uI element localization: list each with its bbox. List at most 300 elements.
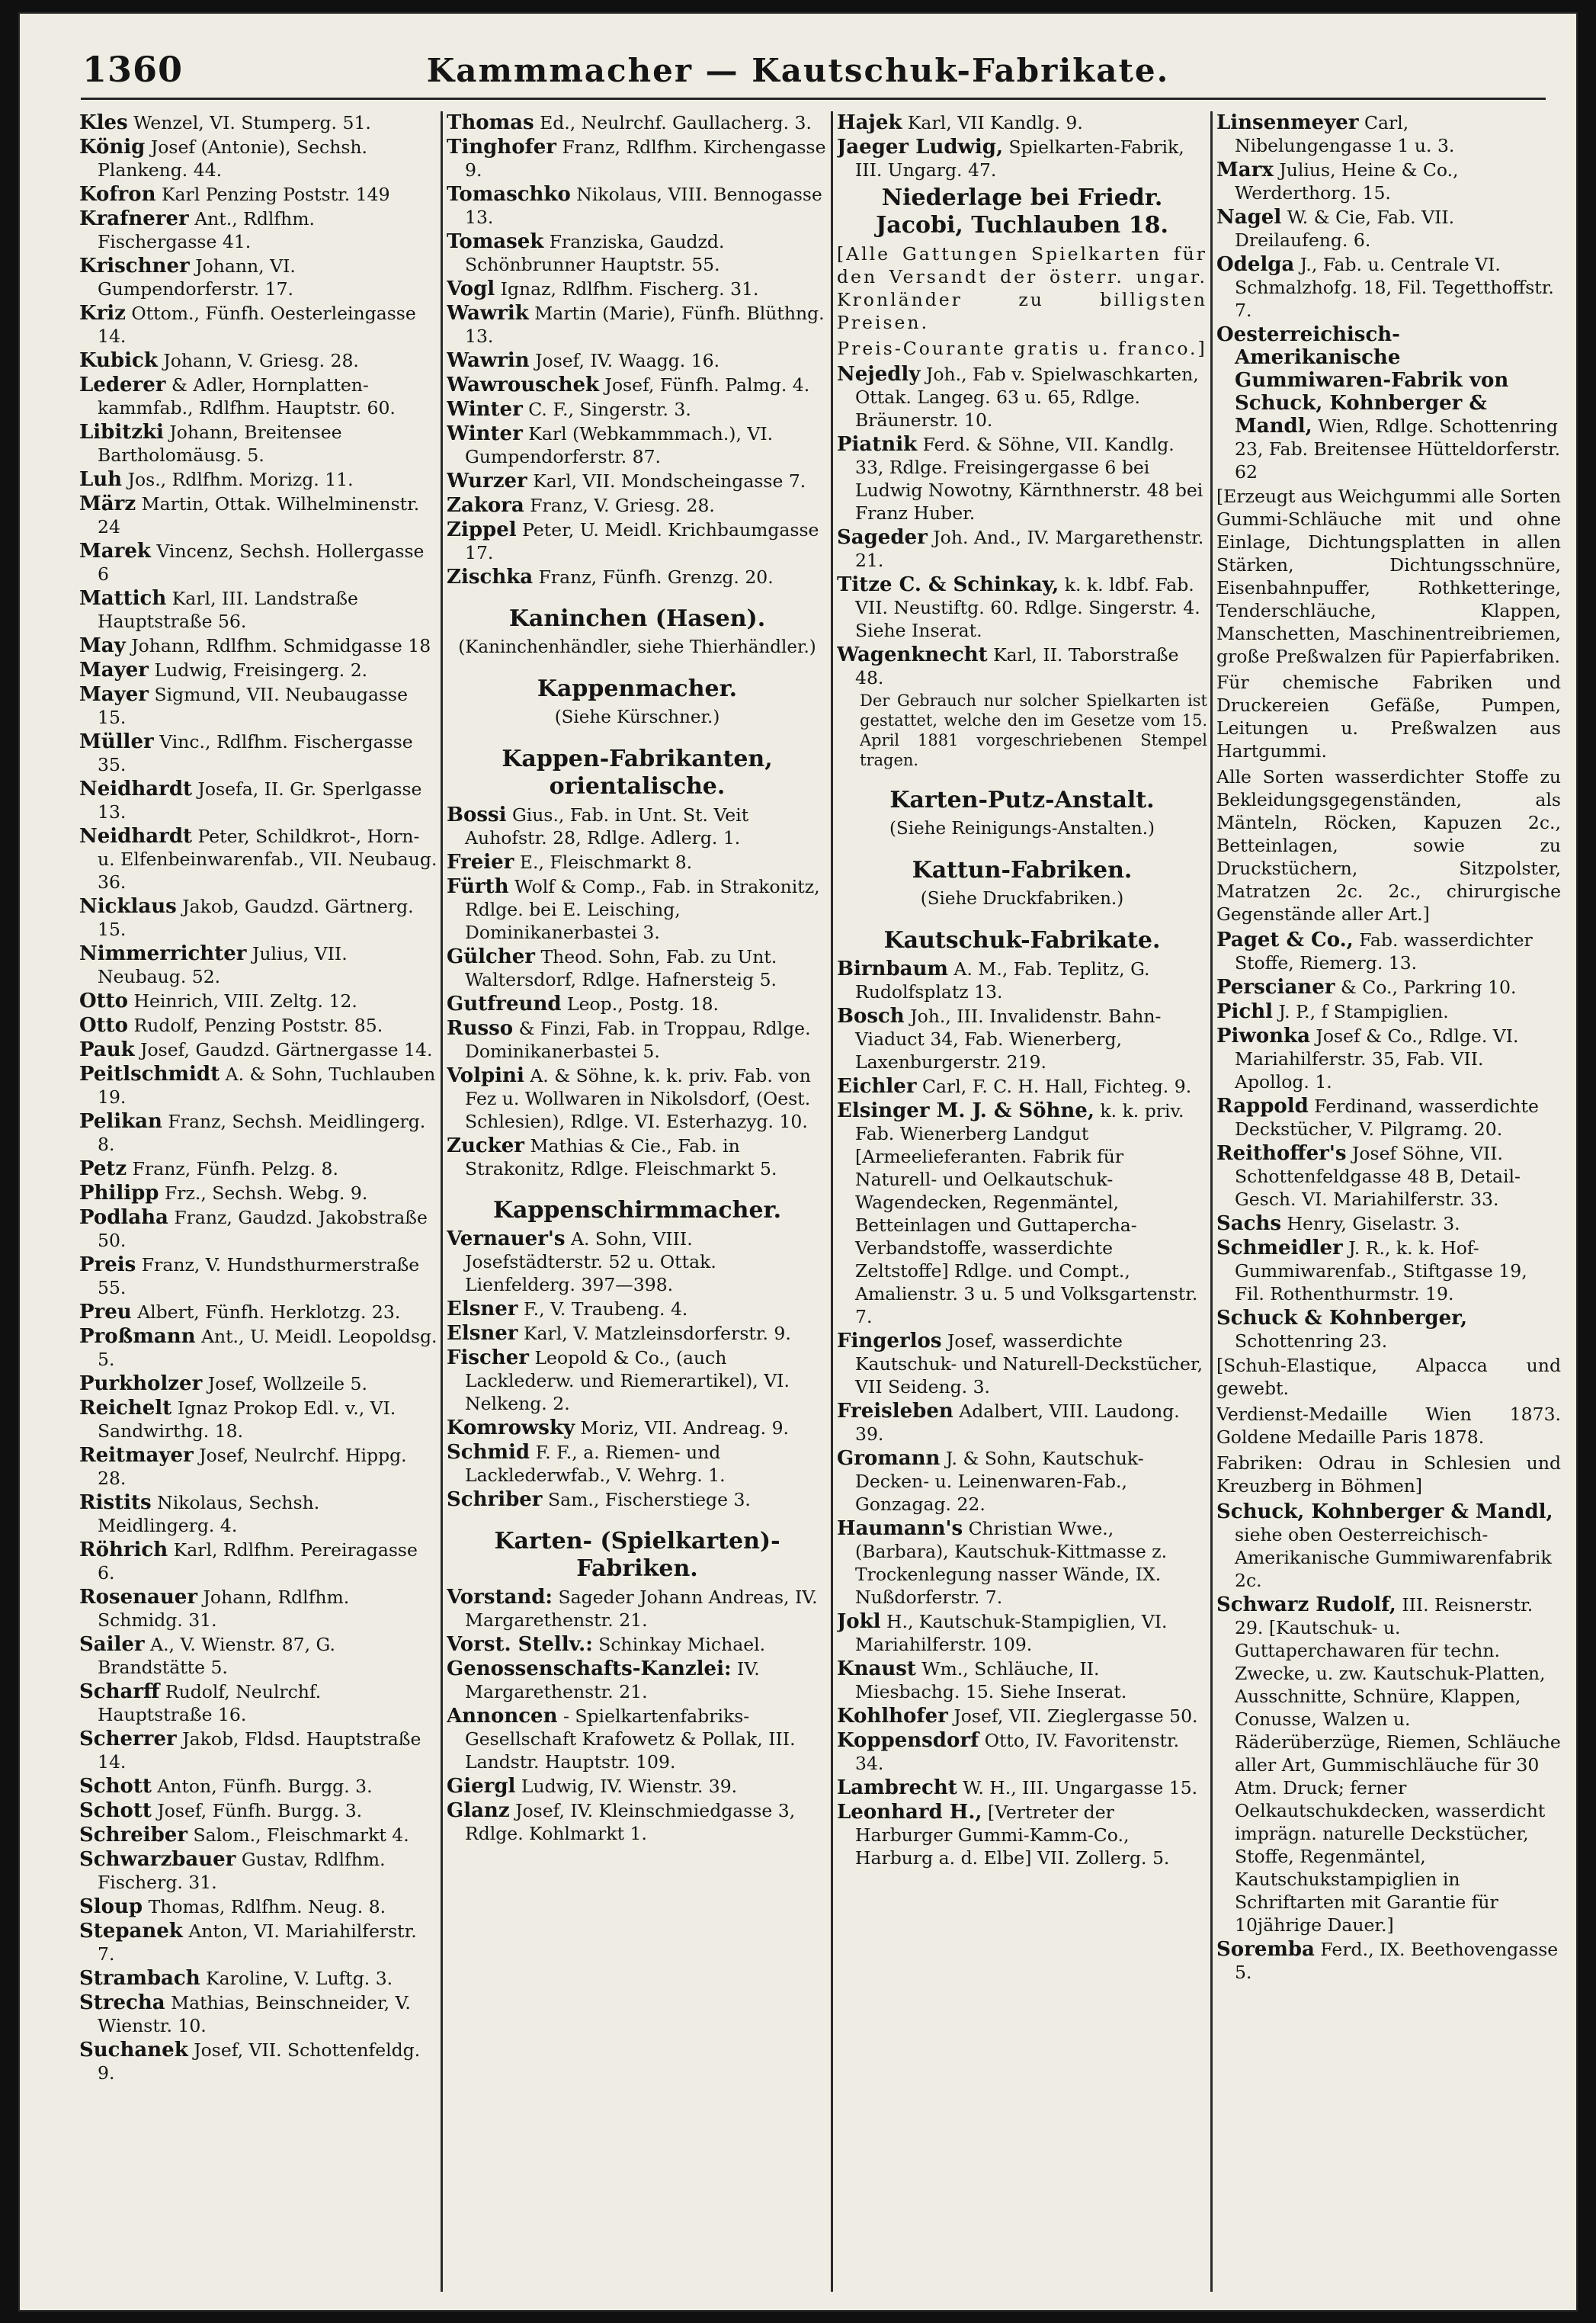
- directory-entry: [447, 1586, 828, 1632]
- entry-details: Karl, II. Taborstraße 48.: [855, 644, 1179, 688]
- entry-name: Vorst. Stellv.:: [447, 1633, 593, 1656]
- entry-details: Julius, VII. Neubaug. 52.: [98, 943, 348, 987]
- directory-entry: [79, 374, 437, 419]
- entry-name: Mayer: [79, 659, 149, 682]
- directory-entry: [447, 1017, 828, 1063]
- directory-entry: [79, 659, 437, 682]
- entry-name: Wurzer: [447, 470, 527, 493]
- entry-details: Thomas, Rdlfhm. Neug. 8.: [148, 1896, 386, 1917]
- entry-details: Martin (Marie), Fünfh. Blüthng. 13.: [465, 303, 825, 347]
- directory-entry: [79, 302, 437, 348]
- directory-entry: [79, 468, 437, 491]
- entry-name: Freier: [447, 851, 514, 874]
- entry-name: Mattich: [79, 587, 167, 610]
- section-heading: Kautschuk-Fabrikate.: [883, 927, 1161, 954]
- directory-entry: [79, 207, 437, 253]
- entry-details: Adalbert, VIII. Laudong. 39.: [855, 1401, 1180, 1445]
- entry-name: Nejedly: [837, 363, 921, 386]
- directory-entry: [79, 683, 437, 729]
- entry-details: & Finzi, Fab. in Troppau, Rdlge. Dominikanerbastei 5.: [465, 1018, 811, 1062]
- entry-name: Nimmerrichter: [79, 942, 247, 965]
- entry-name: Fischer: [447, 1346, 529, 1369]
- entry-details: Josef, Neulrchf. Hippg. 28.: [98, 1445, 407, 1489]
- entry-details: Moriz, VII. Andreag. 9.: [580, 1417, 790, 1439]
- entry-name: Libitzki: [79, 421, 164, 444]
- entry-details: Joh., III. Invalidenstr. Bahn-Viaduct 34, Fab. Wienerberg, Laxenburgerstr. 219.: [855, 1006, 1162, 1073]
- entry-name: März: [79, 493, 136, 515]
- directory-entry: [79, 1253, 437, 1299]
- directory-entry: [79, 1991, 437, 2037]
- section-heading: Kaninchen (Hasen).: [508, 605, 766, 632]
- entry-details: Ludwig, IV. Wienstr. 39.: [521, 1776, 738, 1797]
- section-heading: Karten- (Spielkarten)- Fabriken.: [494, 1528, 780, 1582]
- directory-entry: [1216, 1938, 1561, 1984]
- entry-name: Strambach: [79, 1967, 200, 1990]
- entry-details: IV. Margarethenstr. 21.: [465, 1658, 760, 1702]
- entry-details: Jakob, Fldsd. Hauptstraße 14.: [98, 1728, 421, 1773]
- entry-details: Johann, Rdlfhm. Schmidgasse 18: [131, 635, 431, 656]
- directory-entry: [447, 1633, 828, 1656]
- entry-details: Josef, Fünfh. Palmg. 4.: [604, 374, 810, 396]
- entry-details: Carl, F. C. H. Hall, Fichteg. 9.: [922, 1076, 1192, 1097]
- entry-details: J. & Sohn, Kautschuk-Decken- u. Leinenwaren-Fab., Gonzagag. 22.: [855, 1448, 1144, 1515]
- directory-entry: [79, 1680, 437, 1726]
- directory-entry: [79, 1586, 437, 1632]
- directory-entry: [837, 1099, 1207, 1328]
- product-description: Für chemische Fabriken und Druckereien Gefäße, Pumpen, Leitungen u. Preßwalzen aus Hartgummi.: [1216, 672, 1561, 762]
- entry-details: k. k. priv. Fab. Wienerberg Landgut [Armeelieferanten. Fabrik für Naturell- und Oelkautschuk-Wagendecken, Regenmäntel, Betteinlagen und Guttapercha-Verbandstoffe, wasserdichte Zeltstoffe] Rdlge. und Compt., Amalienstr. 3 u. 5 und Volksgartenstr. 7.: [855, 1100, 1198, 1327]
- entry-name: Nagel: [1216, 206, 1282, 229]
- entry-name: Schuck & Kohnberger,: [1216, 1307, 1468, 1330]
- directory-entry: [1216, 1307, 1561, 1352]
- entry-name: Thomas: [447, 111, 534, 134]
- directory-entry: [447, 1298, 828, 1320]
- directory-entry: [447, 1705, 828, 1773]
- directory-entry: [447, 302, 828, 348]
- entry-details: Josef, IV. Kleinschmiedgasse 3, Rdlge. Kohlmarkt 1.: [465, 1800, 796, 1844]
- entry-details: Karl, Rdlfhm. Pereiragasse 6.: [98, 1539, 418, 1583]
- entry-name: Luh: [79, 468, 123, 491]
- directory-entry: [837, 111, 1207, 134]
- directory-entry: [1216, 1142, 1561, 1211]
- entry-name: Stepanek: [79, 1920, 183, 1943]
- entry-details: Josef, IV. Waagg. 16.: [535, 350, 720, 371]
- entry-name: Otto: [79, 1014, 129, 1037]
- entry-name: Knaust: [837, 1657, 916, 1680]
- entry-details: Ant., Rdlfhm. Fischergasse 41.: [98, 208, 316, 252]
- entry-name: Zakora: [447, 494, 524, 517]
- entry-details: Henry, Giselastr. 3.: [1287, 1213, 1460, 1234]
- entry-name: Volpini: [447, 1064, 524, 1087]
- directory-entry: [79, 1182, 437, 1205]
- directory-entry: [447, 374, 828, 396]
- entry-name: Bossi: [447, 804, 507, 826]
- directory-entry: [447, 566, 828, 589]
- entry-name: Preis: [79, 1253, 136, 1276]
- entry-name: Reichelt: [79, 1397, 172, 1420]
- entry-name: Krafnerer: [79, 207, 189, 230]
- directory-entry: [447, 875, 828, 944]
- entry-name: Komrowsky: [447, 1417, 575, 1439]
- depot-heading: Niederlage bei Friedr. Jacobi, Tuchlauben 18.: [876, 184, 1168, 239]
- product-description: [Erzeugt aus Weichgummi alle Sorten Gummi-Schläuche mit und ohne Einlage, Dichtungsplatten in allen Stärken, Dichtungsschnüre, Eisenbahnpuffer, Rothketteringe, Tenderschläuche, Klappen, Manschetten, Maschinentreibriemen, große Preßwalzen für Papierfabriken.: [1216, 486, 1561, 667]
- directory-entry: [447, 1657, 828, 1703]
- entry-name: Hajek: [837, 111, 902, 134]
- entry-name: Elsinger M. J. & Söhne,: [837, 1099, 1094, 1122]
- column-1: [79, 111, 437, 2292]
- directory-entry: [447, 422, 828, 468]
- entry-details: Ed., Neulrchf. Gaullacherg. 3.: [540, 112, 812, 133]
- entry-name: Winter: [447, 398, 523, 421]
- entry-name: König: [79, 136, 146, 159]
- entry-details: III. Reisnerstr. 29. [Kautschuk- u. Guttaperchawaren für techn. Zwecke, u. zw. Kautschuk-Platten, Ausschnitte, Schnüre, Klappen, Conusse, Walzen u. Räderüberzüge, Riemen, Schläuche aller Art, Gummischläuche für 30 Atm. Druck; ferner Oelkautschukdecken, wasserdicht imprägn. naturelle Deckstücher, Stoffe, Regenmäntel, Kautschukstampiglien in Schriftarten mit Garantie für 10jährige Dauer.]: [1235, 1594, 1561, 1936]
- entry-name: Annoncen: [447, 1705, 558, 1728]
- entry-list: [447, 111, 828, 589]
- entry-name: Leonhard H.,: [837, 1801, 982, 1824]
- directory-entry: [447, 278, 828, 300]
- entry-details: Ottom., Fünfh. Oesterleingasse 14.: [98, 303, 416, 347]
- entry-details: A. & Sohn, Tuchlauben 19.: [98, 1064, 436, 1108]
- directory-entry: [79, 1967, 437, 1990]
- directory-entry: [447, 804, 828, 849]
- directory-entry: [79, 2039, 437, 2084]
- directory-entry: [447, 945, 828, 991]
- entry-name: Zippel: [447, 518, 517, 541]
- directory-entry: [447, 470, 828, 493]
- directory-entry: [1216, 1095, 1561, 1141]
- entry-details: Josef, Gaudzd. Gärtnergasse 14.: [140, 1039, 433, 1060]
- entry-details: J., Fab. u. Centrale VI. Schmalzhofg. 18, Fil. Tegetthoffstr. 7.: [1235, 254, 1554, 321]
- directory-entry: [837, 1447, 1207, 1516]
- entry-details: F., V. Traubeng. 4.: [523, 1298, 688, 1320]
- entry-name: Schmid: [447, 1441, 530, 1464]
- directory-entry: [837, 1610, 1207, 1656]
- entry-name: Philipp: [79, 1182, 159, 1205]
- entry-name: Wawrin: [447, 349, 530, 372]
- entry-list: [837, 111, 1207, 181]
- entry-name: Marx: [1216, 159, 1274, 181]
- directory-entry: [79, 730, 437, 776]
- entry-details: H., Kautschuk-Stampiglien, VI. Mariahilferstr. 109.: [855, 1611, 1168, 1655]
- entry-details: Sageder Johann Andreas, IV. Margarethenstr. 21.: [465, 1587, 818, 1631]
- directory-entry: [79, 1444, 437, 1490]
- entry-name: Lambrecht: [837, 1776, 957, 1799]
- directory-entry: [79, 421, 437, 467]
- entry-name: Bosch: [837, 1005, 905, 1028]
- entry-details: Franz, Gaudzd. Jakobstraße 50.: [98, 1207, 428, 1251]
- entry-name: Lederer: [79, 374, 166, 396]
- entry-details: A., V. Wienstr. 87, G. Brandstätte 5.: [98, 1634, 335, 1678]
- directory-entry: [1216, 929, 1561, 974]
- directory-entry: [79, 1799, 437, 1822]
- entry-details: Sigmund, VII. Neubaugasse 15.: [98, 684, 409, 728]
- entry-details: Salom., Fleischmarkt 4.: [193, 1824, 409, 1846]
- see-reference: (Kaninchenhändler, siehe Thierhändler.): [458, 637, 816, 657]
- entry-name: Scharff: [79, 1680, 160, 1703]
- entry-name: Gromann: [837, 1447, 941, 1470]
- entry-name: Suchanek: [79, 2039, 188, 2062]
- legal-notice: Der Gebrauch nur solcher Spielkarten ist gestattet, welche den im Gesetze vom 15. April 1881 vorgeschriebenen Stempel tragen.: [860, 691, 1207, 769]
- entry-details: Nikolaus, VIII. Bennogasse 13.: [465, 184, 822, 228]
- entry-name: Tomaschko: [447, 183, 571, 206]
- entry-details: Theod. Sohn, Fab. zu Unt. Waltersdorf, Rdlge. Hafnersteig 5.: [465, 946, 777, 990]
- entry-details: Ant., U. Meidl. Leopoldsg. 5.: [98, 1326, 437, 1370]
- entry-details: Wm., Schläuche, II. Miesbachg. 15. Siehe Inserat.: [855, 1658, 1127, 1702]
- entry-details: Mathias, Beinschneider, V. Wienstr. 10.: [98, 1992, 411, 2036]
- entry-details: Karl (Webkammmach.), VI. Gumpendorferstr. 87.: [465, 423, 774, 467]
- directory-entry: [447, 398, 828, 421]
- entry-name: Vernauer's: [447, 1227, 566, 1250]
- entry-name: Jokl: [837, 1610, 881, 1633]
- entry-list: [79, 111, 437, 2084]
- entry-name: Titze C. & Schinkay,: [837, 573, 1059, 596]
- entry-details: C. F., Singerstr. 3.: [528, 399, 691, 420]
- depot-text: [Alle Gattungen Spielkarten für den Versandt der österr. ungar. Kronländer zu billigsten Preisen.: [837, 243, 1207, 333]
- directory-entry: [79, 634, 437, 657]
- entry-name: Sloup: [79, 1895, 143, 1918]
- directory-entry: [447, 1064, 828, 1133]
- entry-details: Franz, V. Hundsthurmerstraße 55.: [98, 1254, 420, 1298]
- directory-entry: [837, 1330, 1207, 1398]
- directory-entry: [1216, 976, 1561, 999]
- entry-name: Schwarzbauer: [79, 1848, 236, 1871]
- entry-name: May: [79, 634, 126, 657]
- entry-details: W. H., III. Ungargasse 15.: [963, 1777, 1198, 1798]
- entry-details: Vinc., Rdlfhm. Fischergasse 35.: [98, 731, 413, 775]
- entry-name: Wagenknecht: [837, 643, 988, 666]
- entry-name: Schuck, Kohnberger & Mandl,: [1216, 1500, 1553, 1523]
- entry-list: [1216, 111, 1561, 322]
- directory-entry: [447, 494, 828, 517]
- section-heading: Kappenschirmmacher.: [492, 1197, 782, 1224]
- entry-details: Josef, VII. Zieglergasse 50.: [953, 1705, 1198, 1727]
- column-divider: [441, 111, 443, 2292]
- entry-name: Winter: [447, 422, 523, 445]
- directory-entry: [79, 1157, 437, 1180]
- entry-name: Russo: [447, 1017, 514, 1040]
- entry-name: Vogl: [447, 278, 495, 300]
- entry-details: Josef, wasserdichte Kautschuk- und Naturell-Deckstücher, VII Seideng. 3.: [855, 1330, 1203, 1397]
- entry-details: Mathias & Cie., Fab. in Strakonitz, Rdlge. Fleischmarkt 5.: [465, 1135, 777, 1179]
- directory-entry: [79, 1775, 437, 1798]
- directory-entry: [79, 1848, 437, 1894]
- entry-details: Albert, Fünfh. Herklotzg. 23.: [137, 1301, 401, 1323]
- section-heading: Kattun-Fabriken.: [912, 857, 1133, 884]
- column-4: [1216, 111, 1561, 2292]
- entry-name: Peitlschmidt: [79, 1063, 220, 1086]
- directory-entry: [79, 942, 437, 988]
- page-number: 1360: [82, 49, 184, 90]
- directory-entry: [1216, 1025, 1561, 1093]
- entry-details: Karl Penzing Poststr. 149: [161, 184, 390, 205]
- entry-details: Ludwig, Freisingerg. 2.: [154, 659, 368, 681]
- entry-name: Mayer: [79, 683, 149, 706]
- featured-entry: [1216, 323, 1561, 483]
- entry-list: [447, 804, 828, 1180]
- entry-name: Wawrik: [447, 302, 529, 325]
- directory-entry: [447, 183, 828, 229]
- entry-name: Pelikan: [79, 1110, 162, 1133]
- entry-details: Christian Wwe., (Barbara), Kautschuk-Kittmasse z. Trockenlegung nasser Wände, IX. Nußdorferstr. 7.: [855, 1518, 1168, 1608]
- directory-entry: [79, 1824, 437, 1847]
- entry-name: Rosenauer: [79, 1586, 198, 1609]
- entry-name: Kohlhofer: [837, 1705, 948, 1728]
- directory-entry: [447, 1441, 828, 1487]
- entry-details: Martin, Ottak. Wilhelminenstr. 24: [98, 493, 420, 537]
- entry-name: Reithoffer's: [1216, 1142, 1347, 1165]
- directory-entry: [79, 1014, 437, 1037]
- entry-name: Eichler: [837, 1075, 917, 1098]
- entry-name: Reitmayer: [79, 1444, 194, 1467]
- directory-entry: [79, 183, 437, 206]
- entry-details: Gius., Fab. in Unt. St. Veit Auhofstr. 28, Rdlge. Adlerg. 1.: [465, 804, 749, 849]
- directory-entry: [1216, 253, 1561, 322]
- entry-details: Carl, Nibelungengasse 1 u. 3.: [1235, 112, 1455, 156]
- directory-entry: [79, 990, 437, 1012]
- entry-details: - Spielkartenfabriks-Gesellschaft Krafowetz & Pollak, III. Landstr. Hauptstr. 109.: [465, 1705, 796, 1773]
- directory-entry: [447, 1227, 828, 1296]
- entry-list: [447, 1227, 828, 1511]
- entry-details: Schinkay Michael.: [598, 1634, 766, 1655]
- directory-entry: [837, 1400, 1207, 1445]
- entry-name: Marek: [79, 540, 151, 563]
- directory-entry: [447, 349, 828, 372]
- entry-name: Haumann's: [837, 1517, 963, 1540]
- column-2: [447, 111, 828, 2292]
- entry-name: Fingerlos: [837, 1330, 942, 1352]
- directory-entry: [79, 1920, 437, 1965]
- entry-details: Ferdinand, wasserdichte Deckstücher, V. Pilgramg. 20.: [1235, 1096, 1539, 1140]
- entry-details: Anton, Fünfh. Burgg. 3.: [157, 1776, 373, 1797]
- directory-entry: [79, 1895, 437, 1918]
- entry-name: Fürth: [447, 875, 509, 898]
- entry-name: Krischner: [79, 255, 190, 278]
- directory-entry: [447, 1134, 828, 1180]
- directory-entry: [837, 1801, 1207, 1869]
- entry-details: W. & Cie, Fab. VII. Dreilaufeng. 6.: [1235, 207, 1455, 251]
- entry-list: [1216, 929, 1561, 1352]
- entry-details: Joh. And., IV. Margarethenstr. 21.: [855, 527, 1204, 571]
- page-header: [20, 14, 1576, 104]
- section-heading: Kappenmacher.: [537, 675, 738, 702]
- page-title: Kammmacher — Kautschuk-Fabrikate.: [426, 52, 1170, 89]
- entry-details: Rudolf, Neulrchf. Hauptstraße 16.: [98, 1681, 322, 1725]
- entry-details: Frz., Sechsh. Webg. 9.: [164, 1182, 368, 1204]
- entry-details: Johann, Rdlfhm. Schmidg. 31.: [98, 1587, 350, 1631]
- directory-entry: [1216, 1237, 1561, 1305]
- entry-details: Franz, V. Griesg. 28.: [530, 495, 715, 516]
- entry-name: Podlaha: [79, 1206, 168, 1229]
- entry-list: [837, 958, 1207, 1869]
- entry-name: Koppensdorf: [837, 1729, 979, 1752]
- entry-details: Leop., Postg. 18.: [567, 993, 719, 1015]
- entry-details: Wenzel, VI. Stumperg. 51.: [133, 112, 371, 133]
- directory-entry: [837, 1776, 1207, 1799]
- directory-entry: [837, 1705, 1207, 1728]
- entry-details: Josefa, II. Gr. Sperlgasse 13.: [98, 778, 422, 823]
- entry-details: k. k. ldbf. Fab. VII. Neustiftg. 60. Rdlge. Singerstr. 4. Siehe Inserat.: [855, 574, 1200, 641]
- entry-name: Kriz: [79, 302, 126, 325]
- featured-entry-name: Oesterreichisch-Amerikanische Gummiwaren-Fabrik von Schuck, Kohnberger & Mandl,: [1216, 323, 1509, 438]
- entry-details: Ferd. & Söhne, VII. Kandlg. 33, Rdlge. Freisingergasse 6 bei Ludwig Nowotny, Kärnthnerstr. 48 bei Franz Huber.: [855, 434, 1203, 524]
- entry-name: Zischka: [447, 566, 534, 589]
- entry-name: Piatnik: [837, 433, 918, 456]
- directory-entry: [447, 111, 828, 134]
- entry-name: Kofron: [79, 183, 156, 206]
- directory-entry: [447, 1799, 828, 1845]
- entry-name: Sailer: [79, 1633, 145, 1656]
- entry-details: Peter, Schildkrot-, Horn- u. Elfenbeinwarenfab., VII. Neubaug. 36.: [98, 826, 437, 893]
- column-3: [837, 111, 1207, 2292]
- entry-name: Perscianer: [1216, 976, 1335, 999]
- entry-details: Otto, IV. Favoritenstr. 34.: [855, 1730, 1180, 1774]
- entry-details: E., Fleischmarkt 8.: [519, 852, 693, 873]
- product-description: Alle Sorten wasserdichter Stoffe zu Bekleidungsgegenständen, als Mänteln, Röcken, Kapuzen 2c., Betteinlagen, sowie zu Druckstüchern, Sitzpolster, Matratzen 2c. 2c., chirurgische Gegenstände aller Art.]: [1216, 766, 1561, 925]
- directory-entry: [447, 1488, 828, 1511]
- directory-entry: [79, 895, 437, 941]
- directory-entry: [837, 363, 1207, 432]
- directory-entry: [79, 493, 437, 538]
- entry-details: Johann, VI. Gumpendorferstr. 17.: [98, 255, 296, 300]
- directory-entry: [79, 111, 437, 134]
- entry-name: Glanz: [447, 1799, 510, 1822]
- directory-entry: [1216, 1500, 1561, 1592]
- entry-name: Gülcher: [447, 945, 535, 968]
- entry-name: Otto: [79, 990, 129, 1012]
- entry-details: Franziska, Gaudzd. Schönbrunner Hauptstr. 55.: [465, 231, 725, 275]
- entry-name: Purkholzer: [79, 1372, 203, 1395]
- entry-details: A. Sohn, VIII. Josefstädterstr. 52 u. Ottak. Lienfelderg. 397—398.: [465, 1228, 716, 1295]
- directory-entry: [79, 1491, 437, 1537]
- entry-details: Karl, VII Kandlg. 9.: [907, 112, 1083, 133]
- section-heading: Karten-Putz-Anstalt.: [889, 787, 1155, 813]
- directory-entry: [447, 851, 828, 874]
- entry-details: A. & Söhne, k. k. priv. Fab. von Fez u. Wollwaren in Nikolsdorf, (Oest. Schlesien), Rdlge. VI. Esterhazyg. 10.: [465, 1065, 811, 1132]
- entry-details: & Co., Parkring 10.: [1340, 977, 1517, 998]
- entry-details: Josef (Antonie), Sechsh. Plankeng. 44.: [98, 136, 368, 181]
- directory-entry: [79, 1372, 437, 1395]
- entry-details: Karl, III. Landstraße Hauptstraße 56.: [98, 588, 358, 632]
- entry-details: Franz, Fünfh. Grenzg. 20.: [538, 566, 774, 588]
- entry-list: [837, 363, 1207, 689]
- directory-entry: [79, 1397, 437, 1442]
- entry-list: [447, 1586, 828, 1845]
- directory-entry: [837, 526, 1207, 572]
- entry-details: Vincenz, Sechsh. Hollergasse 6: [98, 541, 425, 585]
- entry-name: Vorstand:: [447, 1586, 553, 1609]
- entry-name: Wawrouschek: [447, 374, 600, 396]
- entry-details: Karl, V. Matzleinsdorferstr. 9.: [523, 1323, 791, 1344]
- directory-entry: [79, 255, 437, 300]
- entry-details: Johann, V. Griesg. 28.: [163, 350, 359, 371]
- entry-details: Nikolaus, Sechsh. Meidlingerg. 4.: [98, 1492, 320, 1536]
- column-divider: [1210, 111, 1213, 2292]
- directory-entry: [837, 1005, 1207, 1073]
- entry-name: Elsner: [447, 1322, 518, 1345]
- entry-details: [Vertreter der Harburger Gummi-Kamm-Co., Harburg a. d. Elbe] VII. Zollerg. 5.: [855, 1802, 1170, 1869]
- section-heading: Kappen-Fabrikanten, orientalische.: [502, 746, 773, 800]
- entry-name: Elsner: [447, 1298, 518, 1320]
- directory-entry: [79, 778, 437, 823]
- directory-entry: [79, 587, 437, 633]
- entry-list: [1216, 1500, 1561, 1984]
- entry-details: & Adler, Hornplatten-kammfab., Rdlfhm. Hauptstr. 60.: [98, 374, 396, 419]
- entry-name: Tomasek: [447, 230, 544, 253]
- entry-details: Schottenring 23.: [1235, 1330, 1388, 1352]
- directory-entry: [837, 573, 1207, 642]
- entry-name: Neidhardt: [79, 778, 193, 801]
- directory-entry: [1216, 159, 1561, 204]
